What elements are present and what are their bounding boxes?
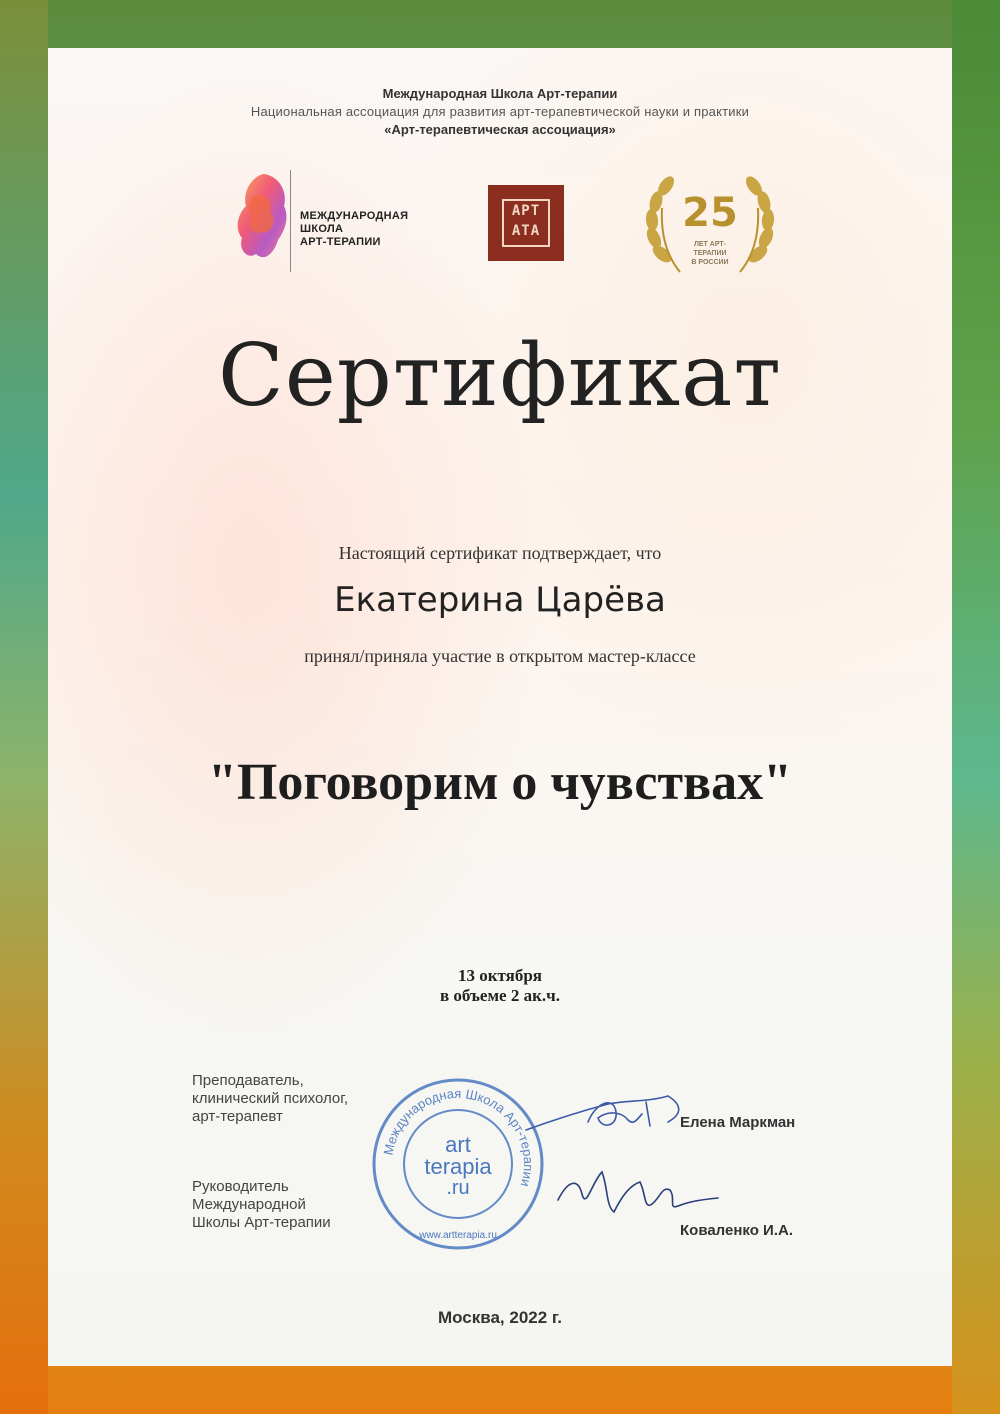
recipient-name: Екатерина Царёва — [334, 580, 666, 620]
stamp-center-2: terapia — [424, 1154, 492, 1179]
header-association-name: «Арт-терапевтическая ассоциация» — [384, 122, 616, 137]
event-volume: в объеме 2 ак.ч. — [440, 986, 560, 1005]
logo-divider — [290, 170, 291, 272]
anniversary-number: 25 — [682, 190, 738, 236]
signature-2 — [548, 1160, 728, 1230]
ata-logo-mark: АРТ АТА — [502, 199, 550, 247]
stamp-bottom-text: www.artterapia.ru — [419, 1230, 497, 1241]
anniversary-logo — [640, 168, 780, 280]
event-date: 13 октября — [457, 966, 543, 985]
header-association: Национальная ассоциация для развития арт-терапевтической науки и практики — [250, 104, 750, 119]
header-school: Международная Школа Арт-терапии — [382, 86, 618, 101]
city-year: Москва, 2022 г. — [437, 1308, 563, 1327]
stamp-ring-text: Международная Школа Арт-терапии — [380, 1085, 537, 1189]
signatory-name-1: Елена Маркман — [680, 1114, 796, 1131]
stamp-center-3: .ru — [446, 1177, 470, 1199]
course-title: "Поговорим о чувствах" — [208, 754, 792, 811]
paint-splash-icon — [234, 166, 290, 276]
certificate-title: Сертификат — [218, 326, 782, 426]
anniversary-text: ЛЕТ АРТ-ТЕРАПИИ В РОССИИ — [691, 241, 729, 266]
frame-left-edge — [0, 0, 48, 1414]
confirm-text: Настоящий сертификат подтверждает, что — [338, 543, 662, 563]
participation-text: принял/приняла участие в открытом мастер-классе — [304, 646, 696, 666]
event-date-block — [48, 966, 952, 1006]
signatory-role-1: Преподаватель, клинический психолог, арт-терапевт — [192, 1072, 349, 1125]
school-logo — [234, 166, 434, 276]
ata-logo — [488, 185, 564, 261]
signatory-name-2: Коваленко И.А. — [680, 1222, 794, 1239]
frame-right-edge — [952, 0, 1000, 1414]
school-logo-text: МЕЖДУНАРОДНАЯ ШКОЛА АРТ-ТЕРАПИИ — [300, 210, 409, 248]
stamp-center-1: art — [445, 1132, 471, 1157]
certificate-sheet — [48, 48, 952, 1366]
signatory-role-2: Руководитель Международной Школы Арт-терапии — [192, 1178, 331, 1231]
